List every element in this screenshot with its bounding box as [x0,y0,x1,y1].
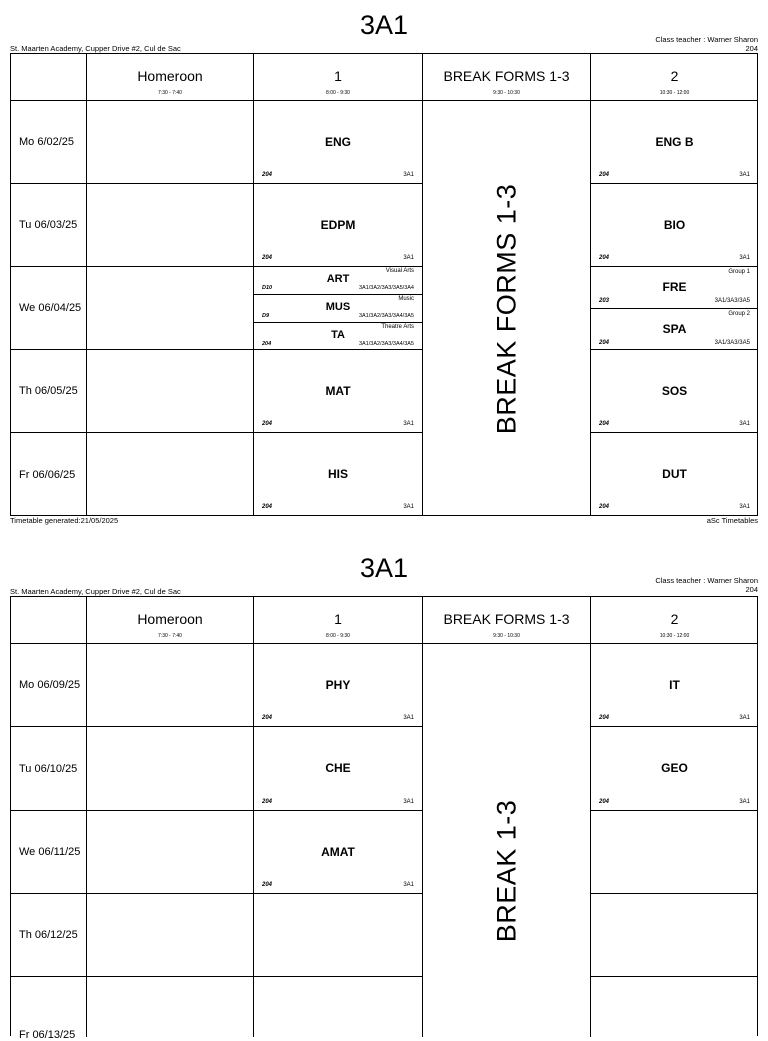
lesson-note: Group 2 [728,311,750,317]
lesson-cell [254,727,423,811]
lesson-room: 204 [262,255,273,261]
lesson-class: 3A1 [739,255,750,261]
lesson-class: 3A1 [739,421,750,427]
header-period-2 [591,54,758,101]
lesson-room: 204 [262,341,272,347]
lesson-room: D9 [262,313,270,319]
day-label: We 06/04/25 [19,302,82,314]
header-label: 2 [670,611,679,627]
corner-cell [11,597,87,644]
timetable-title: 3A1 [359,10,409,40]
lesson-class: 3A1 [403,799,414,805]
school-name: St. Maarten Academy, Cupper Drive #2, Cul de Sac [10,44,181,53]
day-label-cell [11,727,87,811]
lesson-room: 204 [599,172,610,178]
lesson-class: 3A1 [403,255,414,261]
header-label: BREAK FORMS 1-3 [443,68,570,84]
header-period-2 [591,597,758,644]
header-time: 10:30 - 12:00 [659,90,690,96]
homeroom-cell [87,433,254,516]
day-label: Tu 06/03/25 [19,219,78,231]
header-label: 1 [334,68,342,84]
lesson-subject: EDPM [320,218,356,232]
empty-lesson-cell [254,977,423,1037]
lesson-cell [254,811,423,894]
lesson-cell [591,644,758,727]
empty-lesson-cell [591,811,758,894]
header-label: Homeroon [137,611,203,627]
header-period-1 [254,597,423,644]
day-label: Fr 06/06/25 [19,468,76,481]
lesson-class: 3A1 [739,715,750,721]
timetable-sheet-2 [0,543,768,1041]
corner-cell [11,54,87,101]
lesson-subject: AMAT [321,845,355,859]
lesson-room: 203 [599,298,610,304]
lesson-class: 3A1 [739,504,750,510]
header-label: Homeroon [137,68,203,84]
empty-lesson-cell [591,977,758,1037]
homeroom-cell [87,977,254,1037]
lesson-class: 3A1/3A2/3A3/3A5/3A4 [358,285,414,291]
lesson-class: 3A1/3A2/3A3/3A4/3A5 [358,341,414,347]
lesson-cell-split [254,267,423,295]
lesson-note: Music [398,296,414,302]
lesson-class: 3A1 [403,715,414,721]
class-teacher [655,576,758,594]
header-break [423,54,591,101]
header-label: 1 [334,611,342,627]
lesson-class: 3A1 [403,504,414,510]
homeroom-cell [87,267,254,350]
homeroom-cell [87,727,254,811]
lesson-cell [254,433,423,516]
lesson-room: 204 [599,799,610,805]
break-cell [423,644,591,1037]
homeroom-cell [87,894,254,977]
day-label-cell [11,350,87,433]
header-label: BREAK FORMS 1-3 [443,611,570,627]
class-teacher-name: Class teacher : Warner Sharon [655,576,758,585]
break-cell [423,101,591,516]
header-time: 8:00 - 9:30 [326,90,350,96]
lesson-room: 204 [262,715,273,721]
timetable-title: 3A1 [359,553,409,583]
software-credit: aSc Timetables [706,516,758,525]
lesson-subject: BIO [663,218,686,232]
empty-lesson-cell [254,894,423,977]
day-label: We 06/11/25 [19,846,81,858]
day-label: Fr 06/13/25 [19,1029,76,1041]
header-time: 9:30 - 10:30 [493,90,520,96]
lesson-class: 3A1/3A2/3A3/3A4/3A5 [358,313,414,319]
day-label: Th 06/05/25 [19,385,78,397]
lesson-room: 204 [262,799,273,805]
lesson-subject: FRE [662,280,687,294]
lesson-note: Group 1 [728,269,750,275]
lesson-room: 204 [599,340,610,346]
school-name: St. Maarten Academy, Cupper Drive #2, Cul de Sac [10,587,181,596]
break-vertical-label: BREAK 1-3 [491,799,521,943]
lesson-room: D10 [262,285,273,291]
header-homeroom [87,54,254,101]
lesson-subject: DUT [662,467,687,481]
lesson-room: 204 [262,882,273,888]
lesson-class: 3A1 [403,172,414,178]
day-label-cell [11,267,87,350]
lesson-subject: IT [669,678,680,692]
lesson-room: 204 [262,504,273,510]
lesson-class: 3A1/3A3/3A5 [714,298,750,304]
lesson-subject: GEO [661,761,688,775]
class-teacher-room: 204 [745,585,758,594]
lesson-class: 3A1 [739,799,750,805]
lesson-class: 3A1/3A3/3A5 [714,340,750,346]
generated-date: Timetable generated:21/05/2025 [10,516,119,525]
homeroom-cell [87,101,254,184]
lesson-room: 204 [599,715,610,721]
day-label: Mo 06/09/25 [19,679,81,691]
lesson-class: 3A1 [403,421,414,427]
lesson-subject: SPA [662,322,687,336]
lesson-note: Visual Arts [385,268,414,274]
class-teacher-room: 204 [745,44,758,53]
day-label-cell [11,101,87,184]
header-homeroom [87,597,254,644]
lesson-subject: ART [326,273,350,285]
lesson-cell [254,184,423,267]
lesson-subject: CHE [325,761,351,775]
header-time: 7:30 - 7:40 [158,633,182,639]
day-label-cell [11,644,87,727]
header-time: 7:30 - 7:40 [158,90,182,96]
lesson-subject: TA [331,329,345,341]
lesson-cell [591,350,758,433]
day-label-cell [11,811,87,894]
lesson-subject: PHY [325,678,351,692]
lesson-subject: HIS [327,467,348,481]
day-label: Tu 06/10/25 [19,762,78,775]
header-break [423,597,591,644]
lesson-subject: MUS [325,301,351,313]
lesson-cell [254,644,423,727]
lesson-class: 3A1 [403,882,414,888]
homeroom-cell [87,644,254,727]
homeroom-cell [87,350,254,433]
lesson-room: 204 [262,421,273,427]
day-label-cell [11,184,87,267]
class-teacher-name: Class teacher : Warner Sharon [655,35,758,44]
header-time: 8:00 - 9:30 [326,633,350,639]
header-time: 9:30 - 10:30 [493,633,520,639]
lesson-class: 3A1 [739,172,750,178]
lesson-cell [591,727,758,811]
homeroom-cell [87,811,254,894]
lesson-room: 204 [599,421,610,427]
homeroom-cell [87,184,254,267]
lesson-note: Theatre Arts [381,324,414,330]
header-label: 2 [670,68,679,84]
lesson-cell-split [254,295,423,323]
day-label-cell [11,894,87,977]
lesson-cell [591,101,758,184]
lesson-cell-split [591,267,758,309]
lesson-cell [591,433,758,516]
lesson-room: 204 [262,172,273,178]
lesson-subject: ENG [324,135,351,149]
class-teacher [655,35,758,53]
lesson-room: 204 [599,504,610,510]
day-label-cell [11,433,87,516]
timetable-grid [10,596,758,1041]
lesson-subject: ENG B [655,135,694,149]
lesson-subject: SOS [661,384,688,398]
day-label: Th 06/12/25 [19,929,78,941]
break-vertical-label: BREAK FORMS 1-3 [491,183,521,434]
lesson-cell [591,184,758,267]
lesson-cell [254,350,423,433]
empty-lesson-cell [591,894,758,977]
lesson-subject: MAT [325,384,351,398]
lesson-cell-split [254,323,423,350]
timetable-grid [10,53,758,516]
lesson-cell-split [591,309,758,350]
header-period-1 [254,54,423,101]
day-label: Mo 6/02/25 [19,136,75,148]
header-time: 10:30 - 12:00 [659,633,690,639]
lesson-room: 204 [599,255,610,261]
day-label-cell [11,977,87,1041]
lesson-cell [254,101,423,184]
